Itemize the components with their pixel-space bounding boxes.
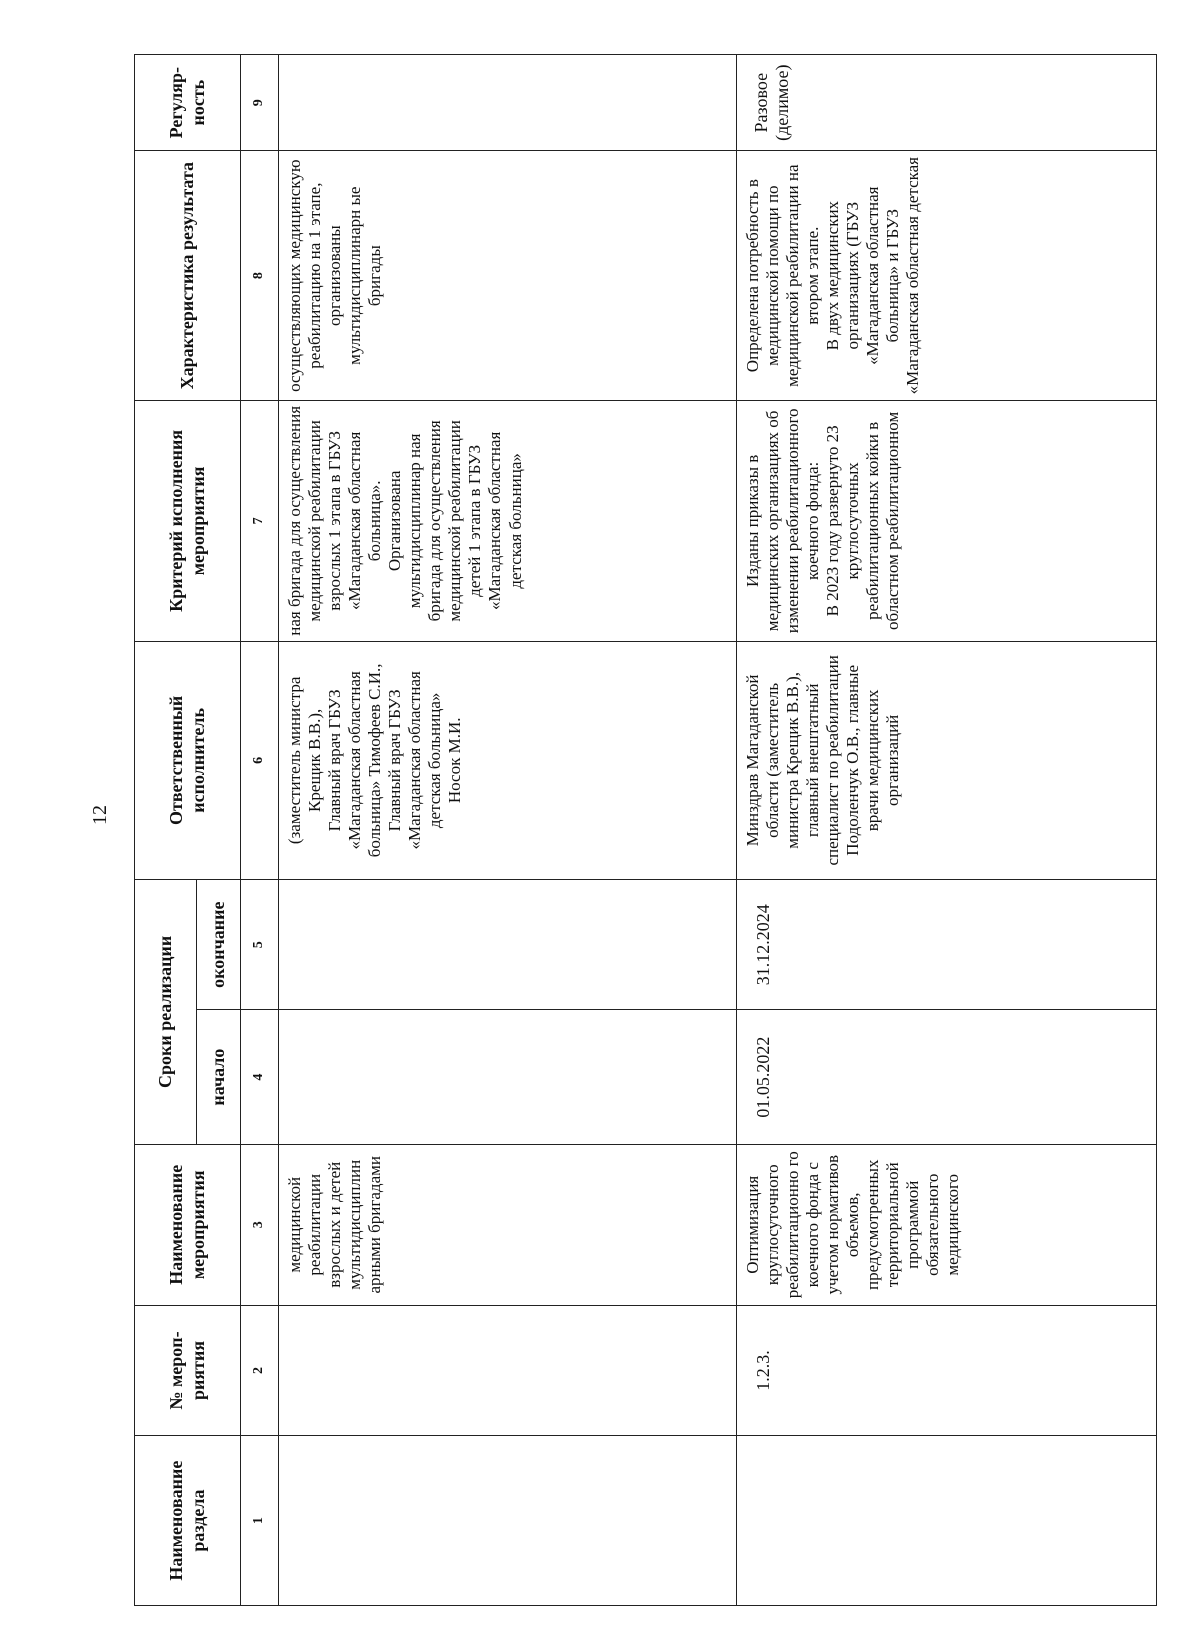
cell-number (279, 1305, 737, 1436)
header-section: Наименование раздела (135, 1436, 241, 1606)
header-criterion: Критерий исполнения мероприятия (135, 400, 241, 641)
column-number: 3 (241, 1144, 279, 1305)
cell-criterion: Изданы приказы в медицинских организациях об изменении реабилитационного коечного фонда: В 2023 году развернуто 23 круглосуточных реабилитационных койки в областном реабилитационном (737, 400, 1157, 641)
cell-start: 01.05.2022 (737, 1010, 1157, 1144)
column-number: 6 (241, 641, 279, 879)
header-row (135, 55, 197, 1606)
cell-measure-name: медицинской реабилитации взрослых и детей мультидисциплин арными бригадами (279, 1144, 737, 1305)
cell-result: осуществляющих медицинскую реабилитацию на 1 этапе, организованы мультидисциплинарн ые бригады (279, 151, 737, 401)
column-number: 1 (241, 1436, 279, 1606)
column-number: 8 (241, 151, 279, 401)
cell-responsible: (заместитель министра Крещик В.В.), Главный врач ГБУЗ «Магаданская областная больница» Тимофеев С.И., Главный врач ГБУЗ «Магаданская областная детская больница» Носок М.И. (279, 641, 737, 879)
cell-criterion: ная бригада для осуществления медицинской реабилитации взрослых 1 этапа в ГБУЗ «Магаданская областная больница». Организована мультидисциплинар ная бригада для осуществления медицинской реабилитации детей 1 этапа в ГБУЗ «Магаданская областная детская больница» (279, 400, 737, 641)
cell-start (279, 1010, 737, 1144)
column-number-row (241, 55, 279, 1606)
column-number: 5 (241, 879, 279, 1010)
cell-end (279, 879, 737, 1010)
header-result: Характеристика результата (135, 151, 241, 401)
table-container (134, 54, 1156, 1606)
cell-regularity (279, 55, 737, 151)
cell-section (737, 1436, 1157, 1606)
cell-end: 31.12.2024 (737, 879, 1157, 1010)
cell-result: Определена потребность в медицинской помощи по медицинской реабилитации на втором этапе. В двух медицинских организациях (ГБУЗ «Магаданская областная больница» и ГБУЗ «Магаданская областная детская (737, 151, 1157, 401)
column-number: 2 (241, 1305, 279, 1436)
header-period: Сроки реализации (135, 879, 197, 1144)
column-number: 7 (241, 400, 279, 641)
table-row (737, 55, 1157, 1606)
cell-measure-name: Оптимизация круглосуточного реабилитационно го коечного фонда с учетом нормативов объемов, предусмотренных территориальной программой обязательного медицинского (737, 1144, 1157, 1305)
header-end: окончание (197, 879, 241, 1010)
header-responsible: Ответственный исполнитель (135, 641, 241, 879)
header-start: начало (197, 1010, 241, 1144)
table-row (279, 55, 737, 1606)
cell-regularity: Разовое (делимое) (737, 55, 1157, 151)
cell-number: 1.2.3. (737, 1305, 1157, 1436)
header-measure-number: № мероп-риятия (135, 1305, 241, 1436)
column-number: 4 (241, 1010, 279, 1144)
cell-responsible: Минздрав Магаданской области (заместитель министра Крещик В.В.), главный внештатный специалист по реабилитации Подоленчук О.В., главные врачи медицинских организаций (737, 641, 1157, 879)
header-measure-name: Наименование мероприятия (135, 1144, 241, 1305)
column-number: 9 (241, 55, 279, 151)
measures-table (134, 54, 1157, 1606)
cell-section (279, 1436, 737, 1606)
header-regularity: Регуляр-ность (135, 55, 241, 151)
page-number: 12 (88, 805, 111, 825)
